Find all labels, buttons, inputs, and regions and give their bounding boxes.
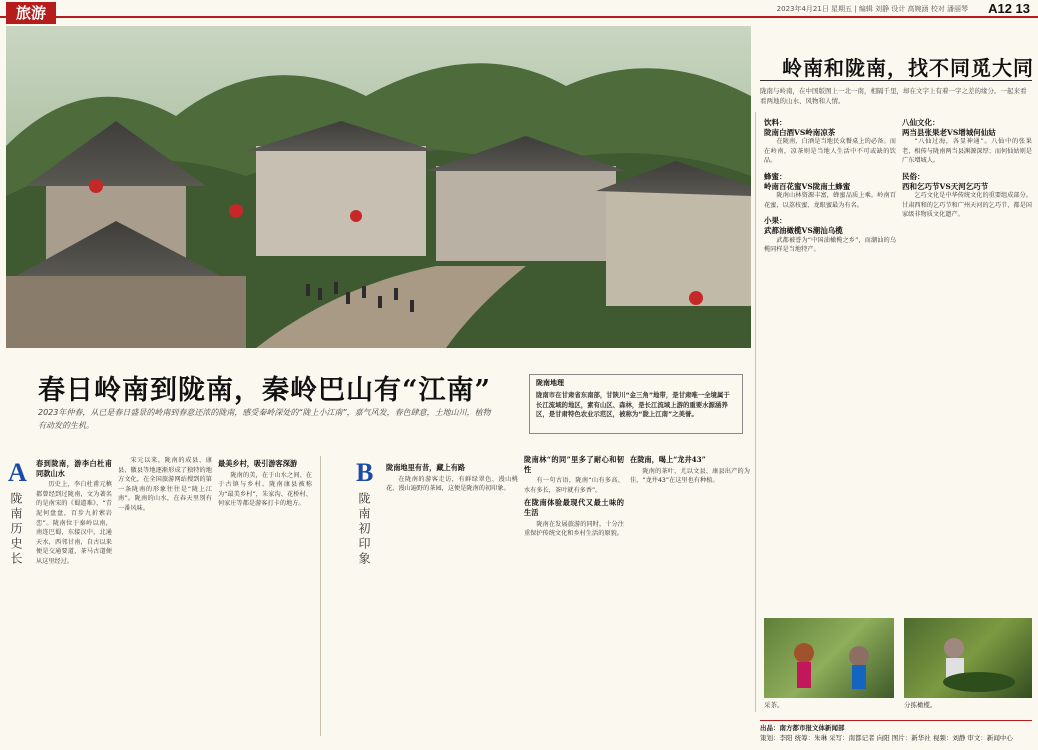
article-column-a1 bbox=[36, 456, 112, 738]
column-heading: 春到陇南，游李白杜甫同款山水 bbox=[36, 459, 112, 478]
info-box-title: 陇南地理 bbox=[536, 379, 564, 387]
item-text: 武都被誉为“中国油橄榄之乡”，而潮汕的乌榄同样是当地特产。 bbox=[764, 236, 896, 254]
credits-line: 策划：李阳 统筹：朱琳 采写：南都记者 向阳 图片：新华社 视频：刘静 审文：新闻中心 bbox=[760, 734, 1013, 742]
article-column-a2 bbox=[118, 456, 212, 738]
item-text: “八仙过海，各显神通”。八仙中的张果老，相传与陇南两当县渊源深厚；而何仙姑则是广东增城人。 bbox=[902, 138, 1032, 165]
hero-photo bbox=[6, 26, 751, 348]
section-a-title: 陇南历史长 bbox=[9, 492, 23, 567]
item-text: 在陇南，白酒是当地民众餐桌上的必备。而在岭南，凉茶则是当地人生活中不可或缺的饮品。 bbox=[764, 138, 896, 165]
column-heading: 最美乡村，吸引游客深游 bbox=[218, 459, 298, 468]
column-heading: 陇南地里有昔，藏上有路 bbox=[386, 463, 466, 472]
section-tag: 旅游 bbox=[6, 2, 56, 24]
column-paragraph: 陇南的茶叶，尤以文县、康县出产的为佳，“龙井43”在这里也有种植。 bbox=[630, 467, 750, 485]
column-paragraph: 陇南在发展旅游的同时，十分注重保护传统文化和乡村生活的原貌。 bbox=[524, 520, 624, 538]
column-divider bbox=[320, 456, 321, 736]
main-deck: 2023年仲春，从已是春日盛景的岭南到春意还浓的陇南，感受秦岭深处的“陇上小江南”，嘉气风发，春色肆意，土地山川，植物有动发的生机。 bbox=[38, 408, 491, 430]
item-label: 民俗： bbox=[902, 171, 925, 181]
section-b-marker bbox=[356, 460, 380, 567]
item-title: 岭南百花蜜VS陇南土蜂蜜 bbox=[764, 181, 851, 191]
item-text: 陇南山林资源丰富，蜂蜜品质上乘。岭南百花蜜，以荔枝蜜、龙眼蜜最为有名。 bbox=[764, 192, 896, 209]
item-title: 武都油橄榄VS潮汕乌榄 bbox=[764, 225, 843, 235]
tea-picking-illustration bbox=[764, 618, 894, 698]
column-heading: 在陇南体验最现代又最土味的生活 bbox=[524, 498, 624, 517]
main-headline: 春日岭南到陇南，秦岭巴山有“江南” bbox=[38, 375, 492, 406]
item-title: 西和乞巧节VS天河乞巧节 bbox=[902, 181, 989, 191]
masthead bbox=[0, 0, 1038, 22]
olive-sorting-photo bbox=[904, 618, 1032, 698]
column-paragraph: 在陇南的游客走访，有鲜绿翠色、漫山桃花、漫山遍野的茶园，这便是陇南的初印象。 bbox=[386, 475, 518, 493]
olive-sorting-illustration bbox=[904, 618, 1032, 698]
comparison-column-right bbox=[902, 112, 1032, 542]
photo-caption: 分拣橄榄。 bbox=[904, 701, 937, 709]
column-heading: 陇南林“的同”里多了耐心和韧性 bbox=[524, 455, 624, 474]
comparison-column-left bbox=[764, 112, 896, 542]
section-a-letter: A bbox=[8, 458, 27, 487]
feature-right-title: 岭南和陇南，找不同觅大同 bbox=[782, 56, 1034, 80]
item-label: 饮料： bbox=[764, 118, 787, 127]
column-paragraph: 有一句古语，陇南“山有多高、水有多长，茶叶就有多香”。 bbox=[524, 477, 624, 494]
column-paragraph: 宋元以来，陇南的成县、康县、徽县等地逐渐形成了独特的地方文化，在全国旅游网站搜到的第一条陇南的形象往往是“陇上江南”。陇南的山水，在春天里别有一番风味。 bbox=[118, 457, 212, 512]
title-rule bbox=[760, 80, 1032, 81]
article-column-c bbox=[630, 452, 750, 738]
item-label: 小果： bbox=[764, 216, 787, 226]
issue-info: 2023年4月21日 星期五 | 编辑 刘静 设计 高婉涵 校对 潘丽琴 bbox=[776, 5, 968, 13]
credits-footer bbox=[760, 720, 1032, 743]
column-paragraph: 历史上，李白杜甫元稹都曾经到过陇南，文为著名的是南宋的《蜀道难》，“青泥何盘盘，百步九折萦岩峦”。陇南位于秦岭以南，南连巴蜀，东接汉中，北通天水，西邻甘南，自古以来便是交通要道，茶马古道便从这里经过。 bbox=[36, 481, 112, 565]
article-column-b1 bbox=[386, 460, 518, 738]
section-a-marker bbox=[8, 460, 32, 567]
credits-line: 出品：南方都市报文体新闻部 bbox=[760, 724, 845, 732]
item-title: 陇南白酒VS岭南凉茶 bbox=[764, 127, 836, 137]
section-b-title: 陇南初印象 bbox=[357, 492, 371, 567]
page-number: A12 13 bbox=[988, 1, 1030, 16]
village-illustration bbox=[6, 26, 751, 348]
item-label: 八仙文化： bbox=[902, 118, 940, 127]
section-b-letter: B bbox=[356, 458, 374, 487]
photo-caption: 采茶。 bbox=[764, 701, 784, 709]
info-box-geography bbox=[529, 374, 743, 434]
article-column-a3 bbox=[218, 456, 312, 738]
column-divider bbox=[755, 112, 756, 712]
column-paragraph: 陇南的美，在于山水之间、在于古镇与乡村。陇南康县被称为“最美乡村”，朱家沟、花桥村、何家庄等都是游客打卡的地方。 bbox=[218, 471, 312, 508]
item-label: 蜂蜜： bbox=[764, 171, 787, 181]
column-heading: 在陇南，喝上“龙井43” bbox=[630, 455, 706, 464]
item-text: 乞巧文化是中华传统文化的重要组成部分。甘肃西和的乞巧节和广州天河的乞巧节，都是国家级非物质文化遗产。 bbox=[902, 192, 1032, 219]
article-column-b2 bbox=[524, 452, 624, 738]
feature-right-subtitle: 陇南与岭南，在中国版图上一北一南，相隔千里，却在文字上有着一字之差的缘分。一起来看看两地的山水、风物和人情。 bbox=[760, 87, 1027, 105]
item-title: 两当县张果老VS增城何仙姑 bbox=[902, 127, 996, 137]
tea-picking-photo bbox=[764, 618, 894, 698]
info-box-text: 陇南市在甘肃省东南部，甘陕川“金三角”地带，是甘肃唯一全境属于长江流域的地区，素有山区、森林，是长江流域上游的重要水源涵养区，是甘肃特色农业示范区，被称为“陇上江南”之美誉。 bbox=[536, 391, 730, 418]
